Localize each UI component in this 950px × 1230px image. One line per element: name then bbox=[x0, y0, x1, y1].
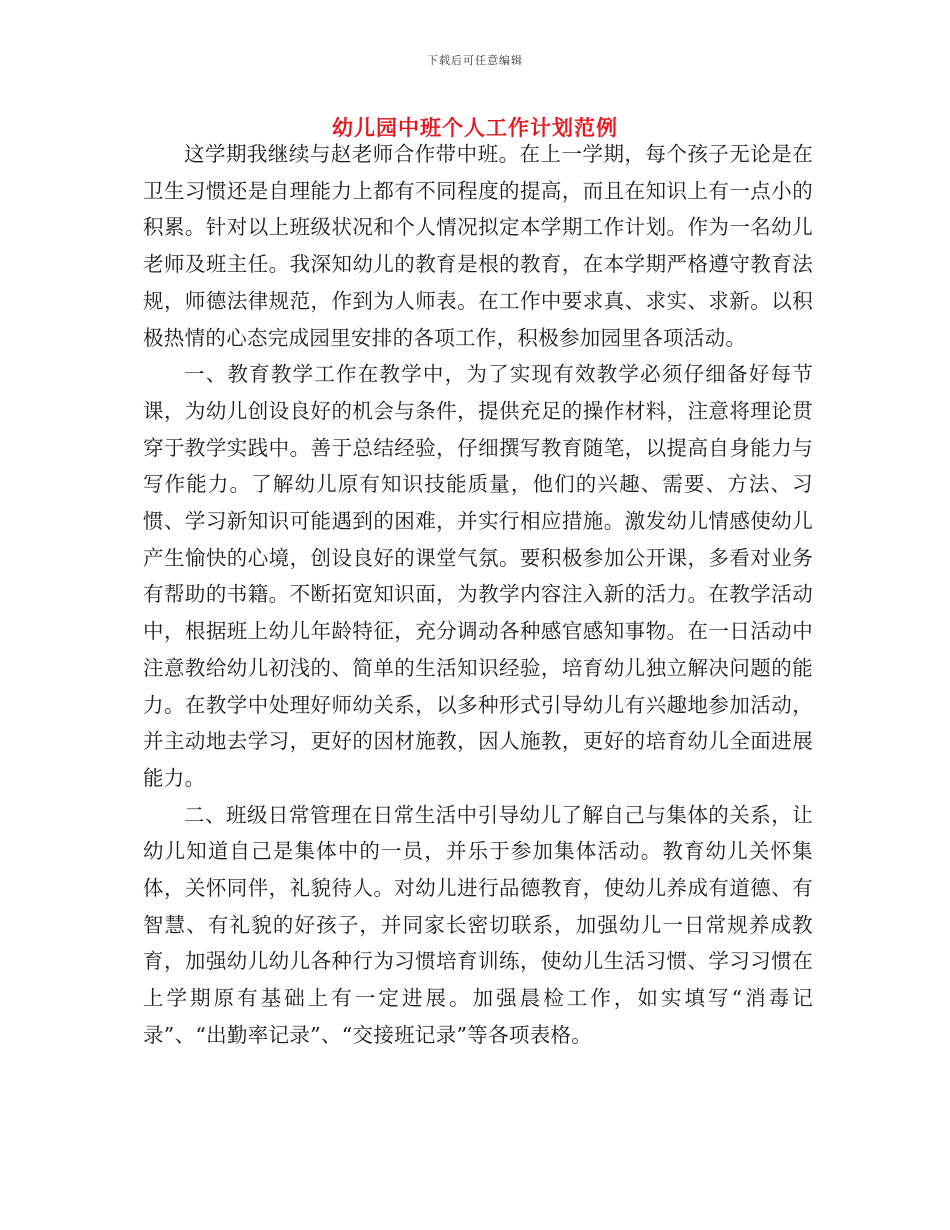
document-body bbox=[143, 136, 813, 1054]
paragraph-class-management: 二、班级日常管理在日常生活中引导幼儿了解自己与集体的关系，让幼儿知道自己是集体中的一员，并乐于参加集体活动。教育幼儿关怀集体，关怀同伴，礼貌待人。对幼儿进行品德教育，使幼儿养成有道德、有智慧、有礼貌的好孩子，并同家长密切联系，加强幼儿一日常规养成教育，加强幼儿幼儿各种行为习惯培育训练，使幼儿生活习惯、学习习惯在上学期原有基础上有一定进展。加强晨检工作，如实填写“消毒记录”、“出勤率记录”、“交接班记录”等各项表格。 bbox=[143, 802, 813, 1047]
paragraph-intro: 这学期我继续与赵老师合作带中班。在上一学期，每个孩子无论是在卫生习惯还是自理能力上都有不同程度的提高，而且在知识上有一点小的积累。针对以上班级状况和个人情况拟定本学期工作计划。作为一名幼儿老师及班主任。我深知幼儿的教育是根的教育，在本学期严格遵守教育法规，师德法律规范，作到为人师表。在工作中要求真、求实、求新。以积极热情的心态完成园里安排的各项工作，积极参加园里各项活动。 bbox=[143, 142, 813, 350]
page-header-note: 下载后可任意编辑 bbox=[427, 54, 523, 67]
document-title: 幼儿园中班个人工作计划范例 bbox=[332, 115, 618, 140]
paragraph-teaching-work: 一、教育教学工作在教学中，为了实现有效教学必须仔细备好每节课，为幼儿创设良好的机会与条件，提供充足的操作材料，注意将理论贯穿于教学实践中。善于总结经验，仔细撰写教育随笔，以提高自身能力与写作能力。了解幼儿原有知识技能质量，他们的兴趣、需要、方法、习惯、学习新知识可能遇到的困难，并实行相应措施。激发幼儿情感使幼儿产生愉快的心境，创设良好的课堂气氛。要积极参加公开课，多看对业务有帮助的书籍。不断拓宽知识面，为教学内容注入新的活力。在教学活动中，根据班上幼儿年龄特征，充分调动各种感官感知事物。在一日活动中注意教给幼儿初浅的、简单的生活知识经验，培育幼儿独立解决问题的能力。在教学中处理好师幼关系，以多种形式引导幼儿有兴趣地参加活动，并主动地去学习，更好的因材施教，因人施教，更好的培育幼儿全面进展能力。 bbox=[143, 362, 813, 790]
